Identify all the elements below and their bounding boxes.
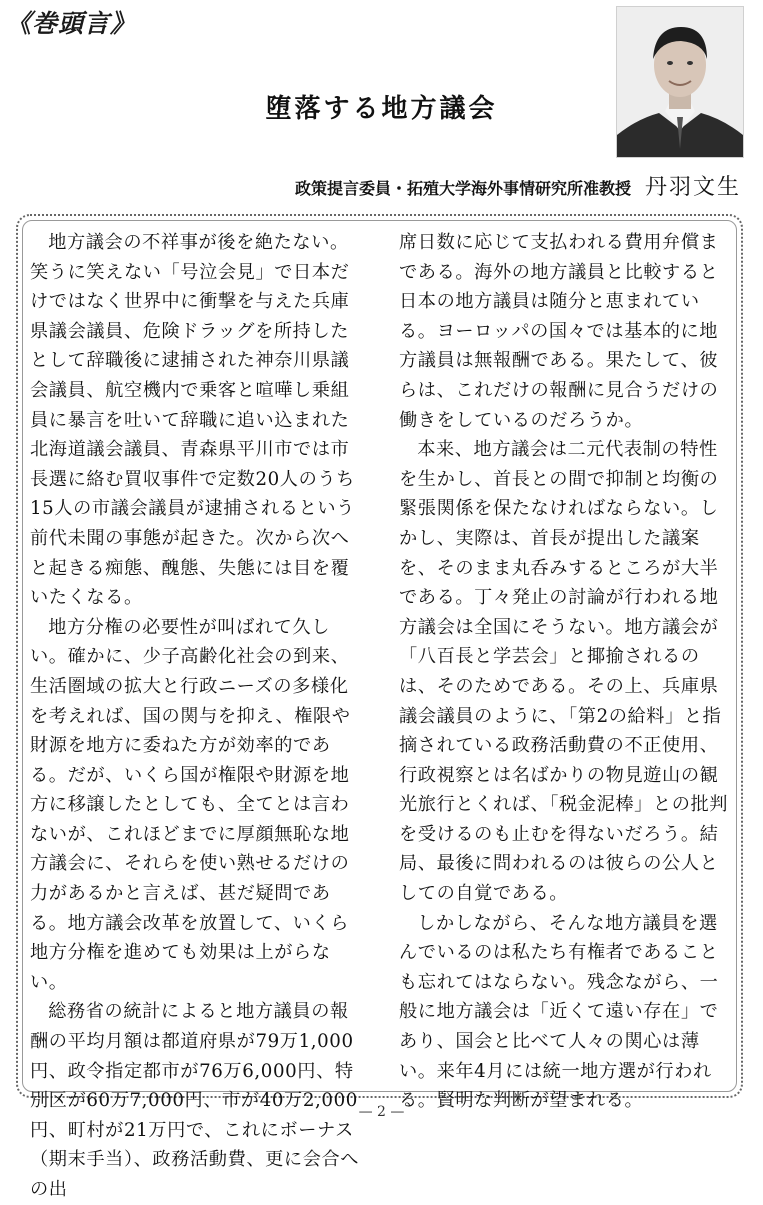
page-number: — 2 —: [358, 1104, 405, 1120]
author-name: 丹羽文生: [644, 175, 741, 200]
section-label: 《巻頭言》: [6, 9, 137, 38]
author-portrait-photo: [616, 6, 744, 158]
article-column-left: [30, 228, 366, 1205]
paragraph-continuation: 席日数に応じて支払われる費用弁償まである。海外の地方議員と比較すると日本の地方議員は随分と恵まれている。ヨーロッパの国々では基本的に地方議員は無報酬である。果たして、彼らは、これだけの報酬に見合うだけの働きをしているのだろうか。: [399, 232, 719, 431]
article-column-right: [399, 228, 735, 1116]
paragraph: 地方議会の不祥事が後を絶たない。笑うに笑えない「号泣会見」で日本だけではなく世界中に衝撃を与えた兵庫県議会議員、危険ドラッグを所持したとして辞職後に逮捕された神奈川県議会議員、航空機内で乗客と喧嘩し乗組員に暴言を吐いて辞職に追い込まれた北海道議会議員、青森県平川市では市長選に絡む買収事件で定数20人のうち15人の市議会議員が逮捕されるという前代未聞の事態が起きた。次から次へと起きる痴態、醜態、失態には目を覆いたくなる。: [30, 232, 355, 609]
paragraph: 本来、地方議会は二元代表制の特性を生かし、首長との間で抑制と均衡の緊張関係を保たなければならない。しかし、実際は、首長が提出した議案を、そのまま丸呑みするところが大半である。丁々発止の討論が行われる地方議会は全国にそうない。地方議会が「八百長と学芸会」と揶揄されるのは、そのためである。その上、兵庫県議会議員のように、「第2の給料」と指摘されている政務活動費の不正使用、行政視察とは名ばかりの物見遊山の観光旅行とくれば、「税金泥棒」との批判を受けるのも止むを得ないだろう。結局、最後に問われるのは彼らの公人としての自覚である。: [399, 439, 729, 905]
article-title: 堕落する地方議会: [265, 94, 498, 124]
paragraph: 総務省の統計によると地方議員の報酬の平均月額は都道府県が79万1,000円、政令指定都市が76万6,000円、特別区が60万7,000円、市が40万2,000円、町村が21万円で、これにボーナス（期末手当）、政務活動費、更に会合への出: [30, 1001, 360, 1200]
author-byline: [295, 170, 741, 201]
paragraph: 地方分権の必要性が叫ばれて久しい。確かに、少子高齢化社会の到来、生活圏域の拡大と行政ニーズの多様化を考えれば、国の関与を抑え、権限や財源を地方に委ねた方が効率的である。だが、いくら国が権限や財源を地方に移譲したとしても、全てとは言わないが、これほどまでに厚顔無恥な地方議会に、それらを使い熟せるだけの力があるかと言えば、甚だ疑問である。地方議会改革を放置して、いくら地方分権を進めても効果は上がらない。: [30, 616, 351, 993]
author-affiliation: 政策提言委員・拓殖大学海外事情研究所准教授: [294, 179, 631, 198]
paragraph: しかしながら、そんな地方議員を選んでいるのは私たち有権者であることも忘れてはならない。残念ながら、一般に地方議会は「近くて遠い存在」であり、国会と比べて人々の関心は薄い。来年4月には統一地方選が行われる。賢明な判断が望まれる。: [399, 912, 719, 1112]
